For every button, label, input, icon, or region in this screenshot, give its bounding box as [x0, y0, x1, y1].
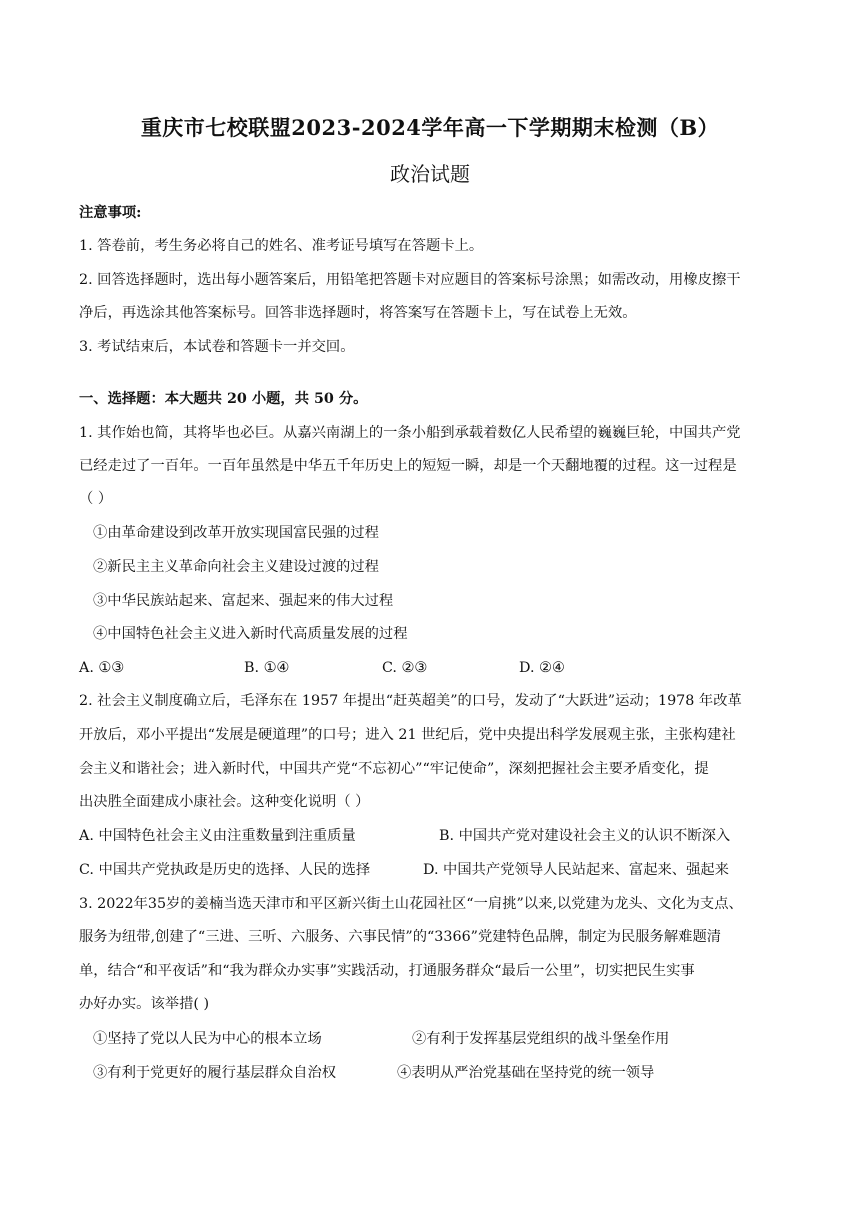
option-a[interactable]: A. 中国特色社会主义由注重数量到注重质量	[79, 828, 356, 844]
question-3-line: 服务为纽带,创建了“三进、三听、六服务、六事民情”的“3366”党建特色品牌，制定为民服务解难题清	[79, 929, 722, 945]
option-c[interactable]: C. ②③	[382, 660, 428, 676]
notice-item: 净后，再选涂其他答案标号。回答非选择题时，将答案写在答题卡上，写在试卷上无效。	[79, 305, 637, 321]
question-3-line: 3. 2022年35岁的姜楠当选天津市和平区新兴街土山花园社区“一肩挑”以来,以党建为龙头、文化为支点、	[79, 896, 743, 912]
question-1-line: 1. 其作始也简，其将毕也必巨。从嘉兴南湖上的一条小船到承载着数亿人民希望的巍巍巨轮，中国共产党	[79, 425, 741, 441]
exam-title: 重庆市七校联盟2023-2024学年高一下学期期末检测（B）	[140, 115, 720, 140]
question-2-line: 开放后，邓小平提出“发展是硬道理”的口号；进入 21 世纪后，党中央提出科学发展观主张，主张构建社	[79, 727, 736, 743]
option-b[interactable]: B. ①④	[244, 660, 290, 676]
question-3-line: 办好办实。该举措( )	[79, 996, 210, 1012]
question-1-statement: ④中国特色社会主义进入新时代高质量发展的过程	[93, 626, 408, 642]
question-3-line: 单，结合“和平夜话”和“我为群众办实事”实践活动，打通服务群众“最后一公里”，切实把民生实事	[79, 963, 695, 979]
question-3-statement: ④表明从严治党基础在坚持党的统一领导	[397, 1065, 655, 1081]
notice-item: 2. 回答选择题时，选出每小题答案后，用铅笔把答题卡对应题目的答案标号涂黑；如需改动，用橡皮擦干	[79, 272, 741, 288]
option-a[interactable]: A. ①③	[79, 660, 125, 676]
question-1-statement: ①由革命建设到改革开放实现国富民强的过程	[93, 525, 379, 541]
option-d[interactable]: D. 中国共产党领导人民站起来、富起来、强起来	[423, 862, 729, 878]
question-3-statement: ②有利于发挥基层党组织的战斗堡垒作用	[412, 1031, 670, 1047]
notice-heading: 注意事项:	[79, 205, 142, 221]
question-2-line: 2. 社会主义制度确立后，毛泽东在 1957 年提出“赶英超美”的口号，发动了“大跃进”运动；1978 年改革	[79, 693, 742, 709]
notice-item: 3. 考试结束后，本试卷和答题卡一并交回。	[79, 339, 355, 355]
section-heading: 一、选择题：本大题共 20 小题，共 50 分。	[79, 391, 368, 407]
option-c[interactable]: C. 中国共产党执政是历史的选择、人民的选择	[79, 862, 371, 878]
question-2-line: 会主义和谐社会；进入新时代，中国共产党“不忘初心”“牢记使命”，深刻把握社会主要矛盾变化，提	[79, 761, 709, 777]
option-d[interactable]: D. ②④	[519, 660, 565, 676]
notice-item: 1. 答卷前，考生务必将自己的姓名、准考证号填写在答题卡上。	[79, 238, 484, 254]
option-b[interactable]: B. 中国共产党对建设社会主义的认识不断深入	[439, 828, 731, 844]
question-2-line: 出决胜全面建成小康社会。这种变化说明（ ）	[79, 794, 370, 810]
question-3-statement: ③有利于党更好的履行基层群众自治权	[93, 1065, 337, 1081]
question-1-statement: ③中华民族站起来、富起来、强起来的伟大过程	[93, 593, 394, 609]
question-1-line: （ ）	[79, 491, 113, 507]
question-3-statement: ①坚持了党以人民为中心的根本立场	[93, 1031, 322, 1047]
question-1-statement: ②新民主主义革命向社会主义建设过渡的过程	[93, 559, 379, 575]
exam-subtitle: 政治试题	[390, 162, 470, 186]
question-1-line: 已经走过了一百年。一百年虽然是中华五千年历史上的短短一瞬，却是一个天翻地覆的过程。这一过程是	[79, 458, 737, 474]
